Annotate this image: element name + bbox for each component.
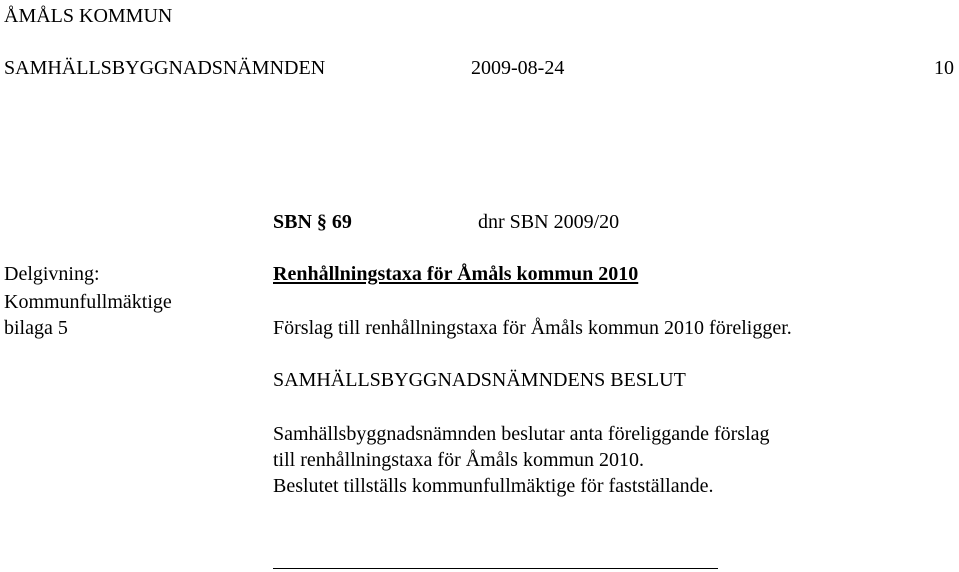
case-reference: dnr SBN 2009/20 <box>478 211 620 233</box>
decision-heading: SAMHÄLLSBYGGNADSNÄMNDENS BESLUT <box>273 369 686 391</box>
decision-line: Samhällsbyggnadsnämnden beslutar anta föreliggande förslag <box>273 423 770 445</box>
matter-title: Renhållningstaxa för Åmåls kommun 2010 <box>273 263 639 285</box>
attachment-label: bilaga 5 <box>4 317 68 339</box>
recipient: Kommunfullmäktige <box>4 291 172 313</box>
municipality-name: ÅMÅLS KOMMUN <box>4 5 173 27</box>
section-number: SBN § 69 <box>273 211 352 233</box>
meeting-date: 2009-08-24 <box>471 57 565 79</box>
page-number: 10 <box>934 57 954 79</box>
signature-line <box>273 568 718 569</box>
committee-name: SAMHÄLLSBYGGNADSNÄMNDEN <box>4 57 326 79</box>
delivery-label: Delgivning: <box>4 263 100 285</box>
decision-line: till renhållningstaxa för Åmåls kommun 2010. <box>273 449 645 471</box>
decision-line: Beslutet tillställs kommunfullmäktige för fastställande. <box>273 475 714 497</box>
matter-intro: Förslag till renhållningstaxa för Åmåls kommun 2010 föreligger. <box>273 317 792 339</box>
